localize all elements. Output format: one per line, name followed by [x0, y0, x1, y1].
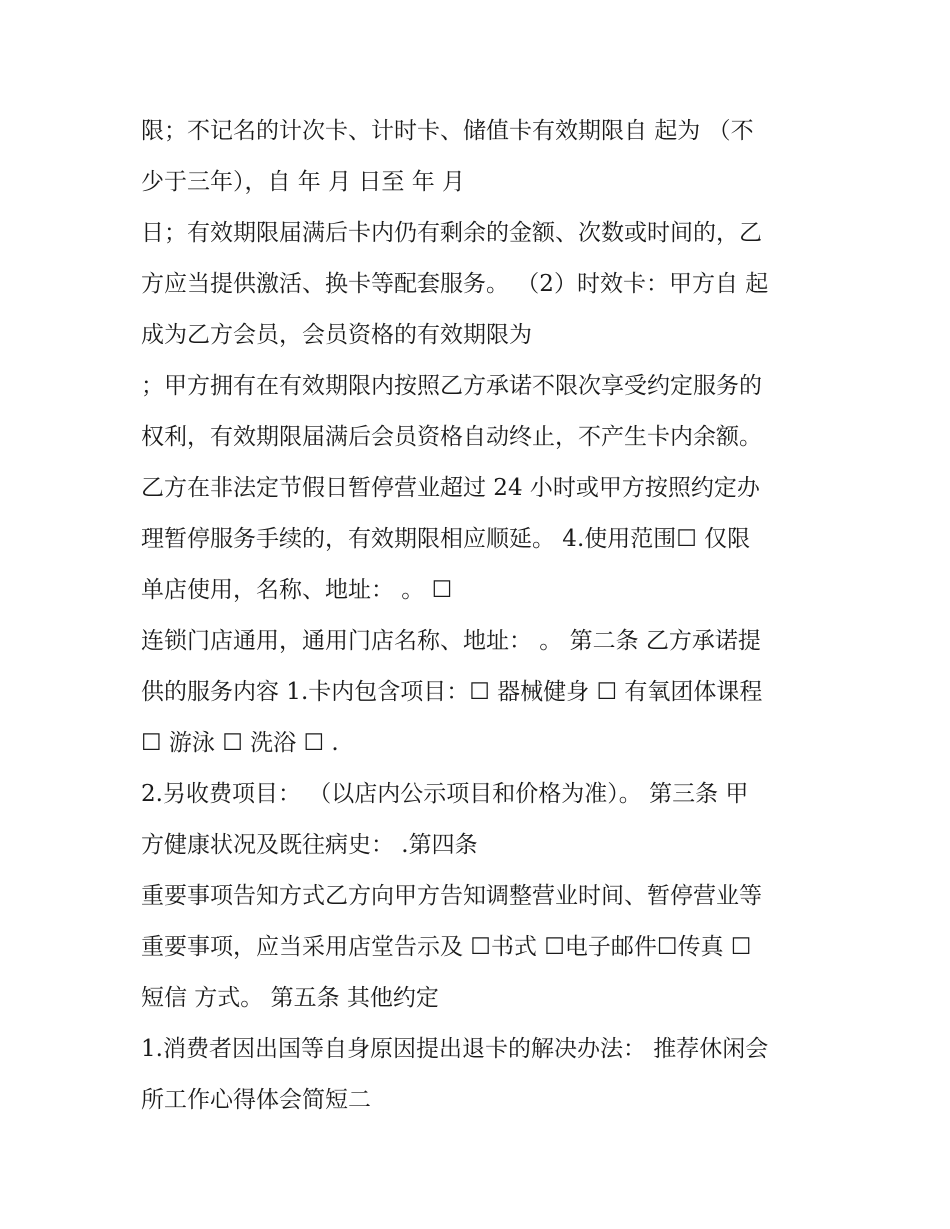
text-line: 所工作心得体会简短二: [141, 1087, 371, 1113]
text-line: 供的服务内容 1.卡内包含项目：☐ 器械健身 ☐ 有氧团体课程: [141, 679, 763, 705]
text-line: 重要事项，应当采用店堂告示及 ☐书式 ☐电子邮件☐传真 ☐: [141, 934, 752, 960]
text-line: 理暂停服务手续的，有效期限相应顺延。 4.使用范围☐ 仅限: [141, 526, 751, 552]
text-line: 权利，有效期限届满后会员资格自动终止，不产生卡内余额。: [141, 424, 762, 450]
text-line: 少于三年），自 年 月 日至 年 月: [141, 169, 466, 195]
text-line: 日；有效期限届满后卡内仍有剩余的金额、次数或时间的，乙: [141, 220, 762, 246]
text-line: 短信 方式。 第五条 其他约定: [141, 985, 439, 1011]
text-line: 方健康状况及既往病史： .第四条: [141, 832, 478, 858]
text-line: 2.另收费项目： （以店内公示项目和价格为准）。 第三条 甲: [141, 781, 749, 807]
text-line: 单店使用，名称、地址： 。 ☐: [141, 577, 453, 603]
text-line: 重要事项告知方式乙方向甲方告知调整营业时间、暂停营业等: [141, 883, 762, 909]
text-line: 1.消费者因出国等自身原因提出退卡的解决办法： 推荐休闲会: [141, 1036, 769, 1062]
text-line: 连锁门店通用，通用门店名称、地址： 。 第二条 乙方承诺提: [141, 628, 761, 654]
text-line: 成为乙方会员，会员资格的有效期限为: [141, 322, 532, 348]
text-line: 方应当提供激活、换卡等配套服务。 （2）时效卡：甲方自 起: [141, 271, 769, 297]
text-line: ☐ 游泳 ☐ 洗浴 ☐ .: [141, 730, 339, 756]
text-line: 限；不记名的计次卡、计时卡、储值卡有效期限自 起为 （不: [141, 118, 754, 144]
text-line: 乙方在非法定节假日暂停营业超过 24 小时或甲方按照约定办: [141, 475, 760, 501]
contract-text-body: [141, 110, 821, 1130]
text-line: ；甲方拥有在有效期限内按照乙方承诺不限次享受约定服务的: [141, 373, 762, 399]
